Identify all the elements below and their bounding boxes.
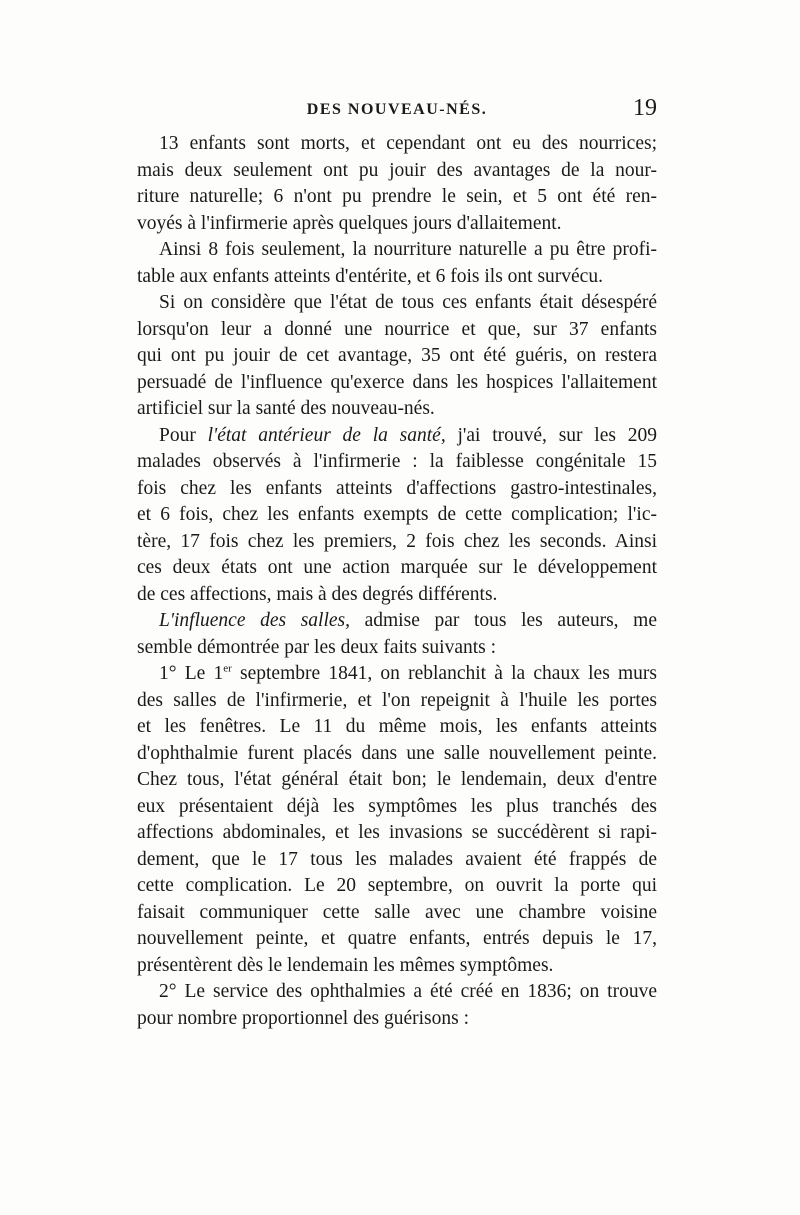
- page-number: 19: [633, 95, 657, 121]
- text-line: qui ont pu jouir de cet avantage, 35 ont été guéris, on restera: [137, 345, 657, 366]
- running-title: DES NOUVEAU-NÉS.: [306, 101, 488, 118]
- text-line: 2° Le service des ophthalmies a été créé en 1836; on trouve: [159, 981, 657, 1002]
- text-line: [137, 608, 657, 635]
- text-segment: 1° Le 1: [159, 663, 224, 684]
- text-line: ces deux états ont une action marquée sur le développement: [137, 557, 657, 578]
- text-line: Si on considère que l'état de tous ces enfants était désespéré: [159, 292, 657, 313]
- text-line: artificiel sur la santé des nouveau-nés.: [137, 398, 435, 419]
- text-line: [137, 661, 657, 688]
- text-line: persuadé de l'influence qu'exerce dans les hospices l'allaitement: [137, 371, 657, 393]
- italic-phrase: L'influence des salles,: [159, 610, 350, 631]
- text-line: pour nombre proportionnel des guérisons :: [137, 1007, 469, 1029]
- text-segment: septembre 1841, on reblanchit à la chaux les murs: [231, 663, 657, 684]
- text-line: des salles de l'infirmerie, et l'on repeignit à l'huile les portes: [137, 689, 657, 711]
- text-line: Chez tous, l'état général était bon; le lendemain, deux d'entre: [137, 769, 657, 790]
- text-line: présentèrent dès le lendemain les mêmes symptômes.: [137, 954, 554, 976]
- text-line: faisait communiquer cette salle avec une chambre voisine: [137, 901, 657, 923]
- text-line: cette complication. Le 20 septembre, on ouvrit la porte qui: [137, 875, 657, 896]
- text-line: et les fenêtres. Le 11 du même mois, les enfants atteints: [137, 716, 657, 737]
- text-segment: Pour: [159, 424, 208, 446]
- text-line: [137, 423, 657, 450]
- text-line: tère, 17 fois chez les premiers, 2 fois chez les seconds. Ainsi: [137, 530, 657, 552]
- text-line: et 6 fois, chez les enfants exempts de cette complication; l'ic-: [137, 504, 657, 525]
- text-line: dement, que le 17 tous les malades avaient été frappés de: [137, 848, 657, 870]
- text-segment: j'ai trouvé, sur les 209: [445, 424, 657, 446]
- text-line: affections abdominales, et les invasions se succédèrent si rapi-: [137, 822, 657, 843]
- text-line: eux présentaient déjà les symptômes les plus tranchés des: [137, 795, 657, 817]
- text-line: de ces affections, mais à des degrés différents.: [137, 583, 498, 605]
- page-header: [137, 97, 657, 127]
- text-line: riture naturelle; 6 n'ont pu prendre le sein, et 5 ont été ren-: [137, 186, 657, 207]
- text-line: malades observés à l'infirmerie : la faiblesse congénitale 15: [137, 451, 657, 472]
- text-line: lorsqu'on leur a donné une nourrice et que, sur 37 enfants: [137, 318, 657, 340]
- text-line: voyés à l'infirmerie après quelques jours d'allaitement.: [137, 212, 562, 234]
- text-segment: admise par tous les auteurs, me: [350, 610, 657, 631]
- text-line: nouvellement peinte, et quatre enfants, entrés depuis le 17,: [137, 928, 657, 949]
- text-line: 13 enfants sont morts, et cependant ont eu des nourrices;: [159, 133, 657, 154]
- text-line: Ainsi 8 fois seulement, la nourriture naturelle a pu être profi-: [159, 239, 657, 260]
- italic-phrase: l'état antérieur de la santé,: [207, 424, 446, 446]
- text-line: d'ophthalmie furent placés dans une salle nouvellement peinte.: [137, 742, 657, 764]
- text-line: semble démontrée par les deux faits suivants :: [137, 636, 497, 658]
- text-line: table aux enfants atteints d'entérite, et 6 fois ils ont survécu.: [137, 265, 603, 287]
- text-line: mais deux seulement ont pu jouir des avantages de la nour-: [137, 159, 657, 181]
- superscript: er: [223, 662, 232, 675]
- body-text: [137, 131, 657, 1032]
- text-line: fois chez les enfants atteints d'affections gastro-intestinales,: [137, 477, 657, 499]
